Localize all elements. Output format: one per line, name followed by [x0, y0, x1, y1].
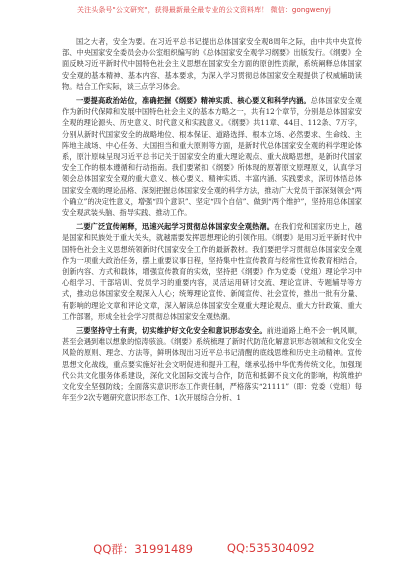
section-2-heading: 二要广泛宣传阐释，迅速兴起学习贯彻总体国家安全观热潮。: [76, 222, 275, 232]
section-1-heading: 一要提高政治站位，准确把握《纲要》精神实质、核心要义和科学内涵。: [76, 96, 311, 106]
document-body: [62, 36, 362, 407]
paragraph-section-1: [62, 95, 362, 218]
footer-qq-number: QQ:535304092: [226, 541, 315, 555]
footer-qq-group: QQ群：31991489: [93, 542, 193, 556]
section-3-heading: 三要坚持守土有责，切实维护好文化安全和意识形态安全。: [76, 326, 267, 336]
footer-contact: [0, 541, 408, 557]
paragraph-section-3: [62, 325, 362, 403]
paragraph-section-2: [62, 221, 362, 322]
section-2-text: 在我们党和国家历史上，越是国家和民族处于重大关头，就越需要发挥思想理论的引领作用。《纲要》是用习近平新时代中国特色社会主义思想统领新时代国家安全工作的最新教材。我们要把学习贯彻总体国家安全观作为一项重大政治任务，摆上重要议事日程，坚持集中性宣传教育与经常性宣传教育相结合，创新内容、方式和载体，增强宣传教育的实效，坚持把《纲要》作为党委（党组）理论学习中心组学习、干部培训、党员学习的重要内容，灵活运用研讨交流、理论宣讲、专题辅导等方式，推动总体国家安全观深入人心；统筹理论宣传、新闻宣传、社会宣传，推出一批有分量、有影响的理论文章和评论文章，深入解读总体国家安全观重大理论观点、重大方针政策、重大工作部署，形成全社会学习贯彻总体国家安全观热潮。: [62, 222, 362, 321]
section-1-text: 总体国家安全观作为新时代保障和发展中国特色社会主义的基本方略之一，共有12个章节，分别是总体国家安全观的理论源头、历史意义、时代意义和实践意义。《纲要》共11章、44目、112条、7万字，分别从新时代国家安全的战略地位、根本保证、道路选择、根本立场、必然要求、生命线、主阵地主战场、中心任务、大国担当和重大原则等方面，是新时代总体国家安全观的科学理论体系，原汁原味呈现习近平总书记关于国家安全的重大理论观点、重大战略思想，是新时代国家安全工作的根本遵循和行动指南。我们要紧扣《纲要》所体现的原著原文原理原义，认真学习领会总体国家安全观的重大意义、核心要义、精神实质、丰富内涵、实践要求，深切体悟总体国家安全观的理论品格、深刻把握总体国家安全观的科学方法，推动广大党员干部深刻领会“两个确立”的决定性意义，增强“四个意识”、坚定“四个自信”、做到“两个维护”，坚持用总体国家安全观武装头脑、指导实践、推动工作。: [62, 96, 362, 218]
section-3-text: 前进道路上绝不会一帆风顺，甚至会遇到难以想象的惊涛骇浪。《纲要》系统梳理了新时代防范化解意识形态领域和文化安全风险的原则、理念、方法等，鲜明体现出习近平总书记清醒的底线思维和历史主动精神。宣传思想文化战线，重点要实施好社会文明促进和提升工程，继承弘扬中华优秀传统文化，加强现代公共文化服务体系建设，深化文化国际交流与合作，防范和抵御不良文化的影响，构筑维护文化安全坚强防线；全面落实意识形态工作责任制，严格落实“21111”（即：党委（党组）每年至少2次专题研究意识形态工作、1次开展综合分析、1: [62, 326, 362, 403]
watermark-banner: 关注头条号"公文研究"，获得最新最全最专业的公文资料库！ 微信：gongwenyj: [77, 6, 331, 14]
paragraph-intro: 国之大者，安全为要。在习近平总书记提出总体国家安全观8周年之际，由中共中央宣传部、中央国家安全委员会办公室组织编写的《总体国家安全观学习纲要》出版发行。《纲要》全面反映习近平新时代中国特色社会主义思想在国家安全方面的原创性贡献，系统阐释总体国家安全观的基本精神、基本内容、基本要求，为深入学习贯彻总体国家安全观提供了权威辅助读物。结合工作实际，谈三点学习体会。: [62, 37, 362, 91]
